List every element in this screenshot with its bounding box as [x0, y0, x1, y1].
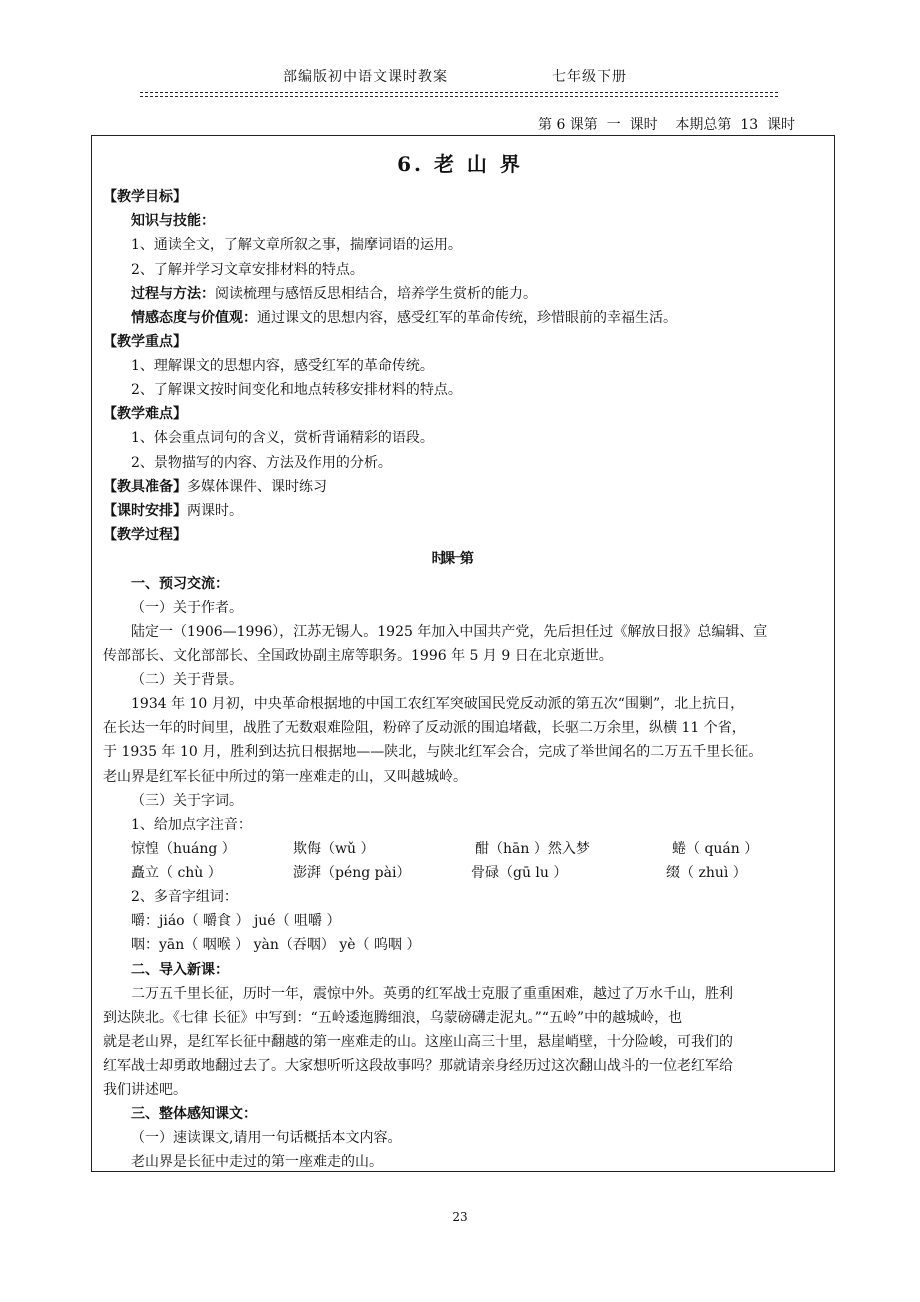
phonetic-row2-item1: 矗立（ chù ） — [131, 865, 222, 881]
words-heading: （三）关于字词。 — [131, 793, 243, 809]
background-line-2: 在长达一年的时间里，战胜了无数艰难险阻，粉碎了反动派的围追堵截，长驱二万余里，纵横 11 个省， — [103, 720, 746, 736]
schedule-heading: 【课时安排】 — [103, 503, 187, 519]
process-text: 阅读梳理与感悟反思相结合，培养学生赏析的能力。 — [215, 286, 537, 302]
intro-line-3: 就是老山界，是红军长征中翻越的第一座难走的山。这座山高三十里，悬崖峭壁，十分险峻，可我们的 — [103, 1034, 733, 1050]
intro-line-5: 我们讲述吧。 — [103, 1082, 187, 1098]
key-point-1: 1、理解课文的思想内容，感受红军的革命传统。 — [131, 358, 434, 374]
perceive-answer-1: 老山界是长征中走过的第一座难走的山。 — [131, 1154, 383, 1170]
tools-heading: 【教具准备】 — [103, 479, 187, 495]
author-line-1: 陆定一（1906—1996），江苏无锡人。1925 年加入中国共产党，先后担任过《解放日报》总编辑、宣 — [131, 624, 768, 640]
background-heading: （二）关于背景。 — [131, 672, 243, 688]
polyphone-heading: 2、多音字组词： — [131, 889, 238, 905]
background-line-3: 于 1935 年 10 月，胜利到达抗日根据地——陕北，与陕北红军会合，完成了举世闻名的二万五千里长征。 — [103, 744, 763, 760]
page-title: 6. 老 山 界 — [397, 152, 523, 176]
attitude-text: 通过课文的思想内容，感受红军的革命传统，珍惜眼前的幸福生活。 — [257, 310, 677, 326]
phonetic-heading: 1、给加点字注音： — [131, 817, 252, 833]
process-objective — [131, 285, 537, 303]
background-line-1: 1934 年 10 月初，中央革命根据地的中国工农红军突破国民党反动派的第五次“围剿”，北上抗日， — [131, 696, 745, 712]
page-header — [0, 66, 920, 86]
perceive-question-1: （一）速读课文,请用一句话概括本文内容。 — [131, 1130, 402, 1146]
phonetic-row1-item2: 欺侮（wǔ ） — [293, 841, 375, 857]
perceive-heading: 三、整体感知课文： — [131, 1106, 257, 1122]
intro-line-4: 红军战士却勇敢地翻过去了。大家想听听这段故事吗？那就请亲身经历过这次翻山战斗的一位老红军给 — [103, 1058, 733, 1074]
attitude-objective — [131, 309, 677, 327]
process-label: 过程与方法： — [131, 286, 215, 302]
preview-heading: 一、预习交流： — [131, 576, 229, 592]
process-heading: 【教学过程】 — [103, 527, 187, 543]
polyphone-line-2: 咽：yān（ 咽喉 ） yàn（吞咽） yè（ 呜咽 ） — [131, 937, 421, 953]
phonetic-row1-item1: 惊惶（huáng ） — [131, 841, 236, 857]
key-point-2: 2、了解课文按时间变化和地点转移安排材料的特点。 — [131, 382, 462, 398]
knowledge-heading: 知识与技能： — [131, 213, 215, 229]
knowledge-item-1: 1、通读全文，了解文章所叙之事，揣摩词语的运用。 — [131, 237, 462, 253]
knowledge-item-2: 2、了解并学习文章安排材料的特点。 — [131, 262, 364, 278]
tools-line — [103, 478, 327, 496]
intro-heading: 二、导入新课： — [131, 962, 229, 978]
attitude-label: 情感态度与价值观： — [131, 310, 257, 326]
schedule-line — [103, 502, 243, 520]
phonetic-row2-item4: 缀（ zhuì ） — [666, 865, 747, 881]
author-line-2: 传部部长、文化部部长、全国政协副主席等职务。1996 年 5 月 9 日在北京逝世。 — [103, 648, 613, 664]
background-line-4: 老山界是红军长征中所过的第一座难走的山，又叫越城岭。 — [103, 769, 467, 785]
objectives-heading: 【教学目标】 — [103, 189, 187, 205]
intro-line-1: 二万五千里长征，历时一年，震惊中外。英勇的红军战士克服了重重困难，越过了万水千山，胜利 — [131, 986, 733, 1002]
polyphone-line-1: 嚼：jiáo（ 嚼食 ） jué（ 咀嚼 ） — [131, 913, 341, 929]
phonetic-row2-item2: 澎湃（péng pài） — [293, 865, 411, 881]
header-course-title: 部编版初中语文课时教案 — [283, 69, 448, 85]
header-divider-2 — [140, 96, 778, 97]
tools-text: 多媒体课件、课时练习 — [187, 479, 327, 495]
first-lesson-heading — [0, 550, 920, 568]
page-number: 23 — [452, 1210, 468, 1224]
lesson-info: 第 6 课第 一 课时 本期总第 13 课时 — [538, 117, 796, 133]
schedule-text: 两课时。 — [187, 503, 243, 519]
header-divider — [140, 92, 778, 93]
author-heading: （一）关于作者。 — [131, 600, 243, 616]
difficulty-1: 1、体会重点词句的含义，赏析背诵精彩的语段。 — [131, 430, 434, 446]
phonetic-row2-item3: 骨碌（gū lu ） — [471, 865, 568, 881]
header-grade: 七年级下册 — [552, 69, 627, 85]
phonetic-row1-item3: 酣（hān ）然入梦 — [475, 841, 590, 857]
difficulty-2: 2、景物描写的内容、方法及作用的分析。 — [131, 455, 392, 471]
difficulties-heading: 【教学难点】 — [103, 406, 187, 422]
intro-line-2: 到达陕北。《七律 长征》中写到：“五岭逶迤腾细浪，乌蒙磅礴走泥丸。”“五岭”中的越城岭，也 — [103, 1010, 683, 1026]
key-points-heading: 【教学重点】 — [103, 334, 187, 350]
phonetic-row1-item4: 蜷（ quán ） — [672, 841, 759, 857]
